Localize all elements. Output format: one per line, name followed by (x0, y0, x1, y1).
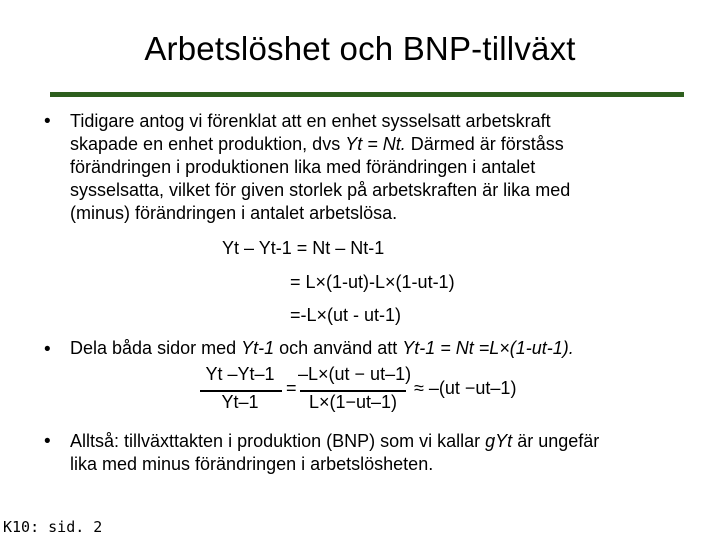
fraction-2-denominator: L×(1−ut–1) (308, 392, 398, 412)
paragraph-3-line-2: lika med minus förändringen i arbetslösheten. (70, 454, 434, 474)
paragraph-1 (70, 110, 670, 225)
page-footer: K10: sid. 2 (3, 518, 103, 536)
bullet-1: • (44, 111, 51, 132)
paragraph-2-text: Dela båda sidor med (70, 338, 242, 358)
title-underline (50, 92, 684, 97)
paragraph-3-line-1-text: Alltså: tillväxttakten i produktion (BNP) som vi kallar (70, 431, 486, 451)
slide-title: Arbetslöshet och BNP-tillväxt (144, 30, 576, 67)
paragraph-2 (70, 337, 690, 360)
fraction-2-numerator: –L×(ut − ut–1) (298, 364, 412, 384)
fraction-1-denominator: Yt–1 (221, 392, 259, 412)
equation-2: = L×(1-ut)-L×(1-ut-1) (290, 272, 455, 292)
equals-sign: = (286, 378, 297, 398)
paragraph-1-math: Yt = Nt. (345, 134, 406, 154)
approximation: ≈ –(ut −ut–1) (414, 378, 517, 398)
paragraph-2-math-2: Yt-1 = Nt =L×(1-ut-1). (402, 338, 574, 358)
bullet-2: • (44, 339, 51, 360)
paragraph-1-line-1: Tidigare antog vi förenklat att en enhet sysselsatt arbetskraft (70, 111, 551, 131)
paragraph-1-line-4: sysselsatta, vilket för given storlek på arbetskraften är lika med (70, 180, 571, 200)
paragraph-1-line-2-tail: Därmed är förståss (405, 134, 564, 154)
paragraph-2-mid: och använd att (274, 338, 403, 358)
paragraph-1-line-2-text: skapade en enhet produktion, dvs (70, 134, 346, 154)
equation-1: Yt – Yt-1 = Nt – Nt-1 (222, 238, 385, 258)
equation-3: =-L×(ut - ut-1) (290, 305, 402, 325)
bullet-3: • (44, 431, 51, 452)
fraction-1-numerator: Yt –Yt–1 (205, 364, 275, 384)
paragraph-3-line-1 (70, 430, 700, 453)
paragraph-3-line-1-tail: är ungefär (512, 431, 600, 451)
paragraph-1-line-5: (minus) förändringen i antalet arbetslösa. (70, 203, 398, 223)
paragraph-1-line-2 (70, 133, 670, 156)
paragraph-3-math: gYt (485, 431, 513, 451)
paragraph-3 (70, 430, 700, 476)
paragraph-2-math-1: Yt-1 (241, 338, 275, 358)
paragraph-1-line-3: förändringen i produktionen lika med förändringen i antalet (70, 157, 536, 177)
